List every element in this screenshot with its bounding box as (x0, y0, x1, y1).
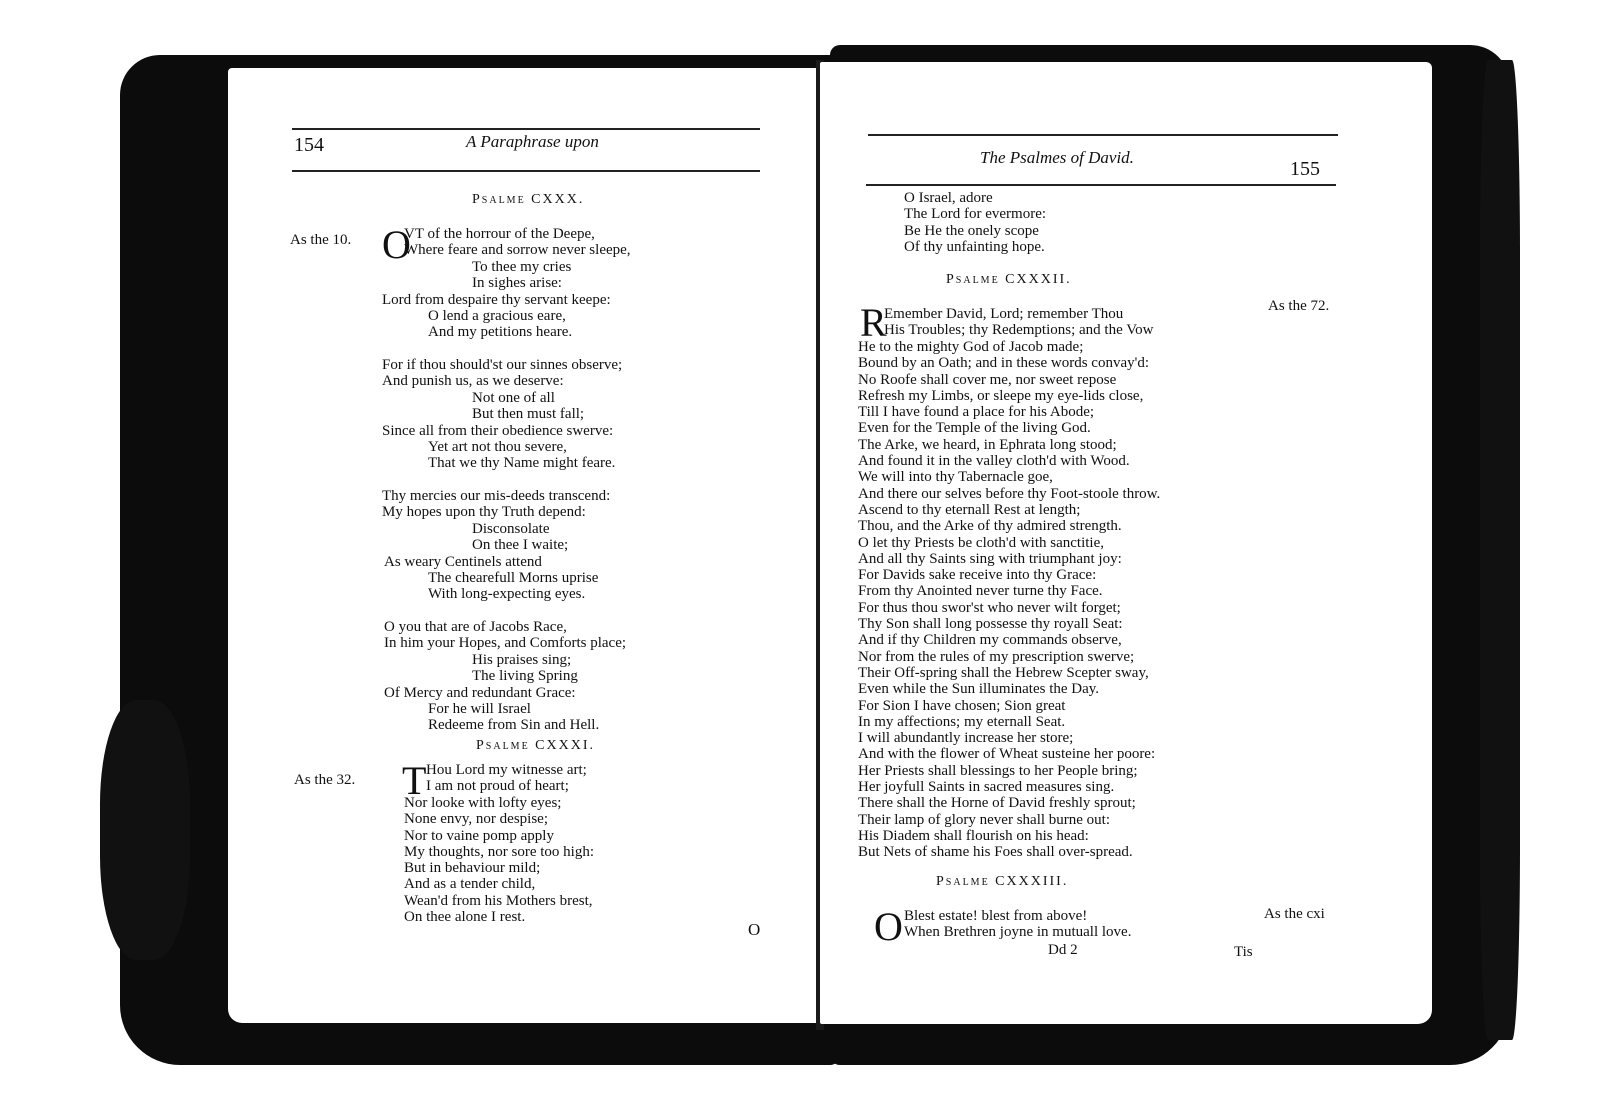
verse-line: Bound by an Oath; and in these words convay'd: (858, 355, 1149, 372)
verse-line: The chearefull Morns uprise (428, 570, 599, 586)
verse-line: O lend a gracious eare, (428, 308, 566, 324)
verse-line: For if thou should'st our sinnes observe; (382, 357, 623, 373)
verse-line: Of Mercy and redundant Grace: (384, 685, 576, 701)
psalm-130-stanza-3-end (428, 570, 598, 603)
psalm-130-stanza-2 (382, 357, 622, 390)
verse-line: Nor from the rules of my prescription swerve; (858, 648, 1135, 665)
verse-line: The living Spring (472, 668, 578, 685)
verse-line: In sighes arise: (472, 275, 562, 292)
catchword: Tis (1234, 944, 1253, 960)
verse-line: Her Priests shall blessings to her People bring; (858, 762, 1138, 779)
verse-line: But Nets of shame his Foes shall over-spread. (858, 844, 1133, 861)
verse-line: Even while the Sun illuminates the Day. (858, 681, 1100, 698)
verse-line: He to the mighty God of Jacob made; (858, 339, 1084, 355)
verse-line: When Brethren joyne in mutuall love. (904, 924, 1132, 941)
verse-line: Blest estate! blest from above! (904, 908, 1088, 924)
verse-line: Wean'd from his Mothers brest, (404, 892, 593, 909)
verse-line: On thee I waite; (472, 537, 569, 554)
verse-line: Thy Son shall long possesse thy royall Seat: (858, 616, 1123, 633)
verse-line: And found it in the valley cloth'd with Wood. (858, 453, 1130, 470)
verse-line: His Diadem shall flourish on his head: (858, 827, 1089, 844)
catchword: O (748, 920, 761, 939)
verse-line: Her joyfull Saints in sacred measures sing. (858, 779, 1115, 796)
verse-line: No Roofe shall cover me, nor sweet repose (858, 371, 1117, 388)
psalm-130-stanza-2-close (382, 423, 613, 439)
right-page (820, 62, 1432, 1024)
psalm-130-stanza-2-indent (472, 390, 584, 423)
psalm-131-dropcap: T (402, 758, 427, 803)
verse-line: That we thy Name might feare. (428, 455, 616, 472)
running-head: A Paraphrase upon (466, 132, 599, 151)
psalm-130-stanza-1-end (428, 308, 572, 341)
verse-line: O let thy Priests be cloth'd with sanctitie, (858, 534, 1104, 551)
header-rule-top (868, 134, 1338, 136)
psalm-133-title: Psalme CXXXIII. (936, 874, 1069, 889)
verse-line: Be He the onely scope (904, 222, 1039, 239)
header-rule-bottom (292, 170, 760, 172)
psalm-130-tune-note: As the 10. (290, 232, 352, 248)
psalm-131-tune-note: As the 32. (294, 772, 356, 788)
verse-line: Thy mercies our mis-deeds transcend: (382, 488, 611, 504)
psalm-130-title: Psalme CXXX. (472, 192, 585, 207)
psalm-130-stanza-1-close (382, 292, 611, 308)
verse-line: Since all from their obedience swerve: (382, 423, 614, 439)
binding-stain (100, 700, 190, 960)
verse-line: For thus thou swor'st who never wilt forget; (858, 599, 1121, 616)
verse-line: Their lamp of glory never shall burne out: (858, 811, 1111, 828)
verse-line: And punish us, as we deserve: (382, 373, 564, 390)
verse-line: VT of the horrour of the Deepe, (404, 226, 595, 242)
signature-mark: Dd 2 (1048, 942, 1078, 958)
psalm-130-stanza-3-indent (472, 521, 568, 554)
psalm-131-lines-head (426, 762, 587, 795)
binding-edge (1480, 60, 1520, 1040)
verse-line: The Arke, we heard, in Ephrata long stood; (858, 436, 1117, 453)
verse-line: With long-expecting eyes. (428, 586, 586, 603)
psalm-130-stanza-4 (384, 619, 626, 652)
verse-line: For Davids sake receive into thy Grace: (858, 567, 1097, 584)
left-page (228, 68, 820, 1023)
verse-line: To thee my cries (472, 259, 572, 275)
verse-line: The Lord for evermore: (904, 206, 1047, 223)
psalm-131-title: Psalme CXXXI. (476, 738, 596, 753)
verse-line: My thoughts, nor sore too high: (404, 843, 594, 860)
psalm-133-lines (904, 908, 1131, 941)
verse-line: None envy, nor despise; (404, 811, 548, 828)
verse-line: O you that are of Jacobs Race, (384, 619, 567, 635)
verse-line: And my petitions heare. (428, 324, 573, 341)
folio-number: 154 (294, 134, 324, 156)
verse-line: And with the flower of Wheat susteine her poore: (858, 746, 1156, 763)
verse-line: I am not proud of heart; (426, 778, 569, 795)
verse-line: O Israel, adore (904, 190, 993, 206)
psalm-133-dropcap: O (874, 904, 903, 949)
verse-line: On thee alone I rest. (404, 909, 526, 926)
verse-line: As weary Centinels attend (384, 554, 542, 570)
verse-line: In him your Hopes, and Comforts place; (384, 635, 627, 652)
verse-line: And if thy Children my commands observe, (858, 632, 1122, 649)
verse-line: Yet art not thou severe, (428, 439, 567, 455)
verse-line: Not one of all (472, 390, 555, 406)
verse-line: Nor looke with lofty eyes; (404, 795, 562, 811)
running-head: The Psalmes of David. (980, 148, 1134, 167)
psalm-130-stanza-3-close (384, 554, 542, 570)
verse-line: We will into thy Tabernacle goe, (858, 469, 1053, 486)
verse-line: In my affections; my eternall Seat. (858, 713, 1066, 730)
psalm-132-lines (858, 339, 1160, 861)
verse-line: His Troubles; thy Redemptions; and the Vow (884, 322, 1154, 339)
verse-line: There shall the Horne of David freshly sprout; (858, 795, 1136, 812)
header-rule-top (292, 128, 760, 130)
verse-line: Lord from despaire thy servant keepe: (382, 292, 611, 308)
verse-line: Where feare and sorrow never sleepe, (404, 242, 631, 259)
psalm-130-stanza-3 (382, 488, 610, 521)
psalm-130-stanza-2-end (428, 439, 615, 472)
verse-line: And all thy Saints sing with triumphant joy: (858, 550, 1122, 567)
verse-line: For he will Israel (428, 701, 531, 717)
verse-line: Thou, and the Arke of thy admired strength. (858, 518, 1122, 535)
verse-line: Hou Lord my witnesse art; (426, 762, 587, 778)
psalm-131-continuation (904, 190, 1046, 255)
psalm-130-dropcap: O (382, 222, 411, 267)
psalm-132-tune-note: As the 72. (1268, 298, 1330, 314)
psalm-133-tune-note: As the cxi (1264, 906, 1325, 922)
verse-line: Ascend to thy eternall Rest at length; (858, 501, 1081, 518)
folio-number: 155 (1290, 158, 1320, 180)
verse-line: But in behaviour mild; (404, 860, 541, 877)
verse-line: And there our selves before thy Foot-stoole throw. (858, 485, 1161, 502)
verse-line: From thy Anointed never turne thy Face. (858, 583, 1103, 600)
psalm-130-stanza-4-close (384, 685, 576, 701)
verse-line: But then must fall; (472, 406, 585, 423)
psalm-132-title: Psalme CXXXII. (946, 272, 1072, 287)
verse-line: Till I have found a place for his Abode; (858, 404, 1095, 421)
verse-line: Even for the Temple of the living God. (858, 420, 1091, 437)
verse-line: I will abundantly increase her store; (858, 730, 1074, 747)
psalm-132-lines-head (884, 306, 1153, 339)
verse-line: For Sion I have chosen; Sion great (858, 697, 1066, 714)
header-rule-bottom (866, 184, 1336, 186)
psalm-131-lines (404, 795, 594, 925)
verse-line: Redeeme from Sin and Hell. (428, 717, 600, 734)
psalm-130-stanza-1 (404, 226, 631, 259)
verse-line: Their Off-spring shall the Hebrew Scepter sway, (858, 664, 1149, 681)
psalm-130-stanza-4-end (428, 701, 599, 734)
psalm-130-stanza-1-indent (472, 259, 571, 292)
psalm-130-stanza-4-indent (472, 652, 578, 685)
verse-line: Of thy unfainting hope. (904, 238, 1045, 255)
verse-line: My hopes upon thy Truth depend: (382, 504, 586, 521)
verse-line: Nor to vaine pomp apply (404, 827, 554, 844)
verse-line: Emember David, Lord; remember Thou (884, 306, 1124, 322)
psalm-132-dropcap: R (860, 300, 887, 345)
verse-line: His praises sing; (472, 652, 572, 668)
verse-line: And as a tender child, (404, 876, 536, 893)
verse-line: Disconsolate (472, 521, 550, 537)
verse-line: Refresh my Limbs, or sleepe my eye-lids close, (858, 387, 1144, 404)
